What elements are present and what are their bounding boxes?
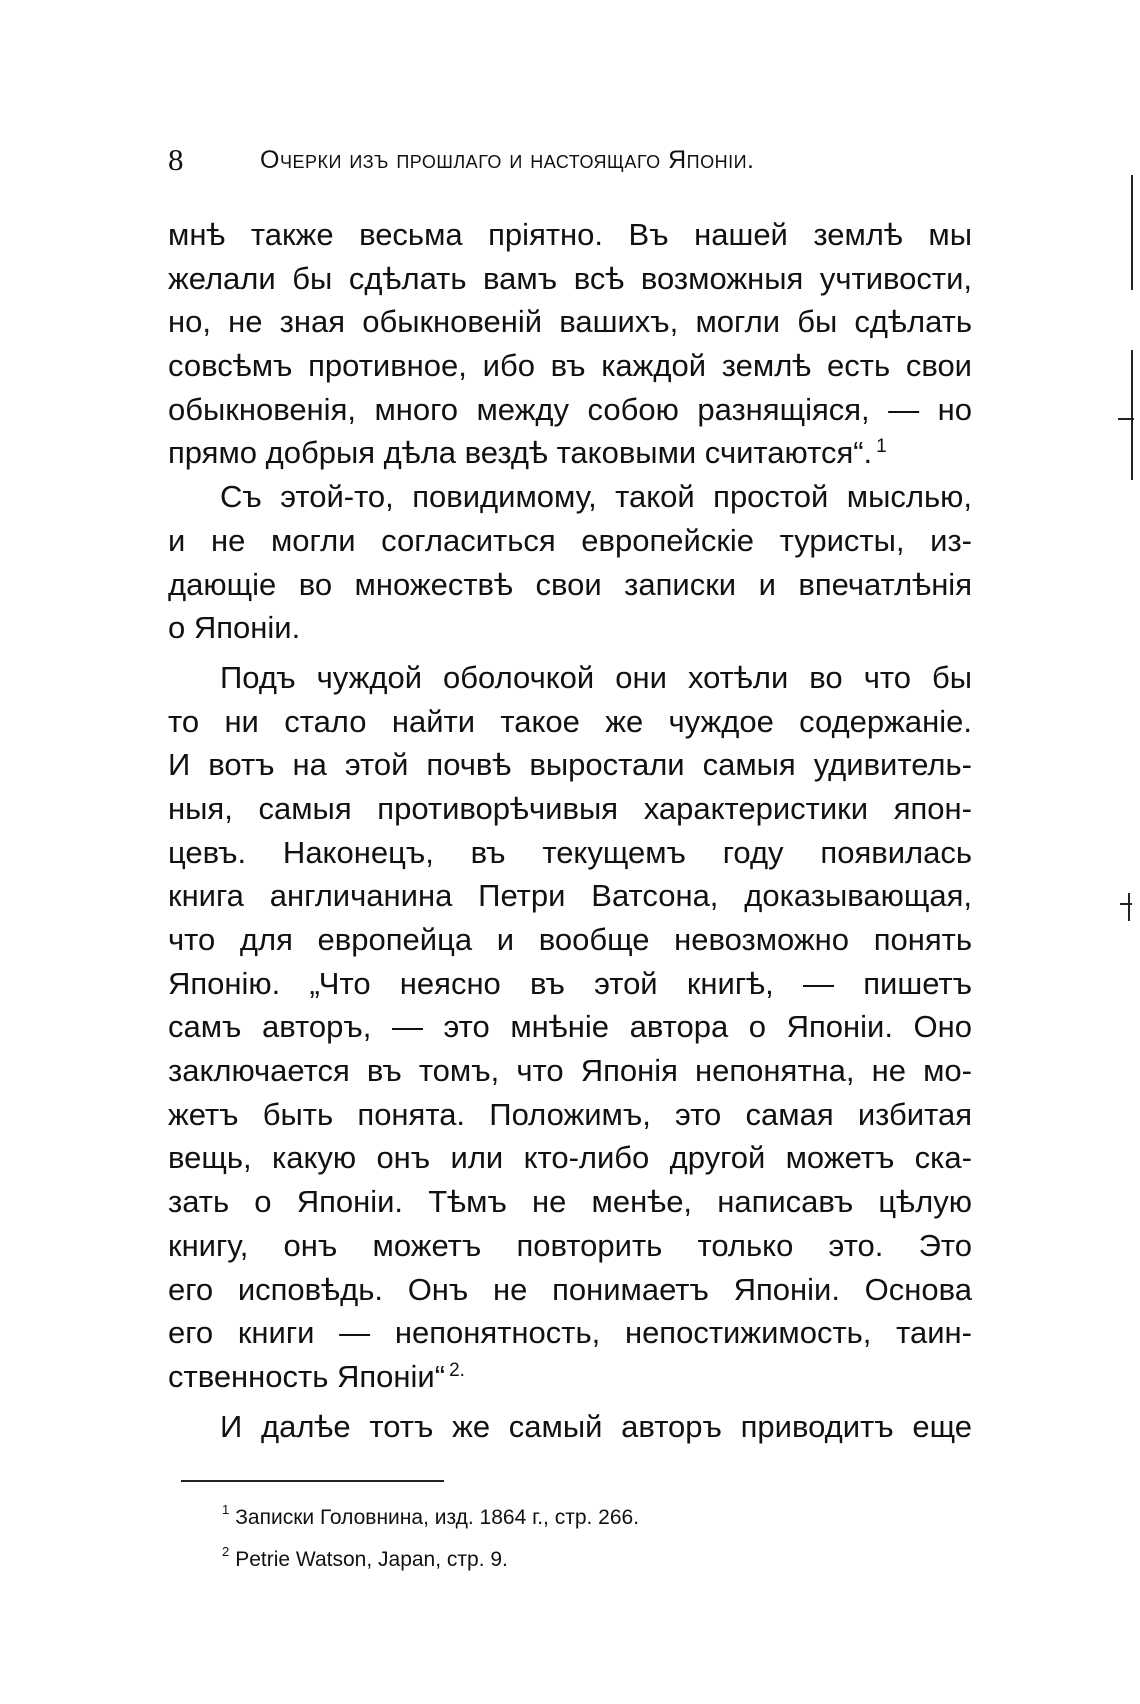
- binding-edge-mark: [1131, 420, 1133, 480]
- text-line: о Японіи.: [168, 610, 301, 646]
- text-line: жетъ быть понята. Положимъ, это самая избитая: [168, 1096, 972, 1132]
- text-line: ныя, самыя противорѣчивыя характеристики япон-: [168, 790, 972, 826]
- running-title: Очерки изъ прошлаго и настоящаго Японіи.: [260, 146, 755, 174]
- text-line: самъ авторъ, — это мнѣніе автора о Японіи. Оно: [168, 1009, 972, 1045]
- text-line: и не могли согласиться европейскіе туристы, из-: [168, 522, 972, 558]
- text-line-with-ref: [168, 431, 972, 475]
- text-line: прямо добрыя дѣла вездѣ таковыми считаются“.: [168, 435, 873, 471]
- text-line: то ни стало найти такое же чуждое содержаніе.: [168, 703, 972, 739]
- footnote-mark: 1: [222, 1502, 230, 1517]
- footnote-mark: 2: [222, 1544, 230, 1559]
- text-line: цевъ. Наконецъ, въ текущемъ году появилась: [168, 834, 972, 870]
- binding-edge-mark: [1131, 350, 1133, 420]
- footnotes: [222, 1494, 639, 1578]
- text-line: И вотъ на этой почвѣ выростали самыя удивитель-: [168, 747, 972, 783]
- page-header: [168, 140, 888, 180]
- text-line: вещь, какую онъ или кто-либо другой можетъ ска-: [168, 1140, 972, 1176]
- footnote-rule: [181, 1480, 444, 1482]
- binding-edge-mark: [1131, 175, 1133, 290]
- footnote-text: Записки Головнина, изд. 1864 г., стр. 266.: [235, 1506, 640, 1529]
- footnote-ref-2: 2.: [449, 1359, 465, 1381]
- text-line: но, не зная обыкновеній вашихъ, могли бы сдѣлать: [168, 304, 972, 340]
- text-line: обыкновенія, много между собою разнящіяся, — но: [168, 391, 972, 427]
- footnote-1: [222, 1494, 639, 1536]
- text-line: книга англичанина Петри Ватсона, доказывающая,: [168, 878, 972, 914]
- text-line: совсѣмъ противное, ибо въ каждой землѣ есть свои: [168, 348, 972, 384]
- body-text: [168, 213, 972, 1448]
- text-line: мнѣ также весьма пріятно. Въ нашей землѣ мы: [168, 217, 972, 252]
- paragraph-start: И далѣе тотъ же самый авторъ приводитъ еще: [220, 1408, 972, 1444]
- text-line: Японію. „Что неясно въ этой книгѣ, — пишетъ: [168, 965, 972, 1001]
- text-line-with-ref: [168, 1355, 972, 1399]
- footnote-2: [222, 1536, 639, 1578]
- text-line: заключается въ томъ, что Японія непонятна, не мо-: [168, 1053, 972, 1089]
- text-line: желали бы сдѣлать вамъ всѣ возможныя учтивости,: [168, 260, 972, 296]
- paragraph-start: Съ этой-то, повидимому, такой простой мыслью,: [220, 479, 972, 515]
- text-line: что для европейца и вообще невозможно понять: [168, 922, 972, 957]
- text-line: его исповѣдь. Онъ не понимаетъ Японіи. Основа: [168, 1271, 972, 1307]
- text-line: книгу, онъ можетъ повторить только это. Это: [168, 1227, 972, 1263]
- binding-edge-mark: [1120, 903, 1132, 905]
- footnote-text: Petrie Watson, Japan, стр. 9.: [235, 1548, 508, 1571]
- text-line: зать о Японіи. Тѣмъ не менѣе, написавъ цѣлую: [168, 1184, 972, 1220]
- paragraph-start: Подъ чуждой оболочкой они хотѣли во что бы: [220, 659, 972, 695]
- page-number: 8: [168, 142, 184, 177]
- binding-edge-mark: [1128, 893, 1130, 921]
- footnote-ref-1: 1: [876, 436, 887, 458]
- text-line: его книги — непонятность, непостижимость, таин-: [168, 1315, 972, 1351]
- text-line: дающіе во множествѣ свои записки и впечатлѣнія: [168, 566, 972, 602]
- text-line: ственность Японіи“: [168, 1358, 446, 1394]
